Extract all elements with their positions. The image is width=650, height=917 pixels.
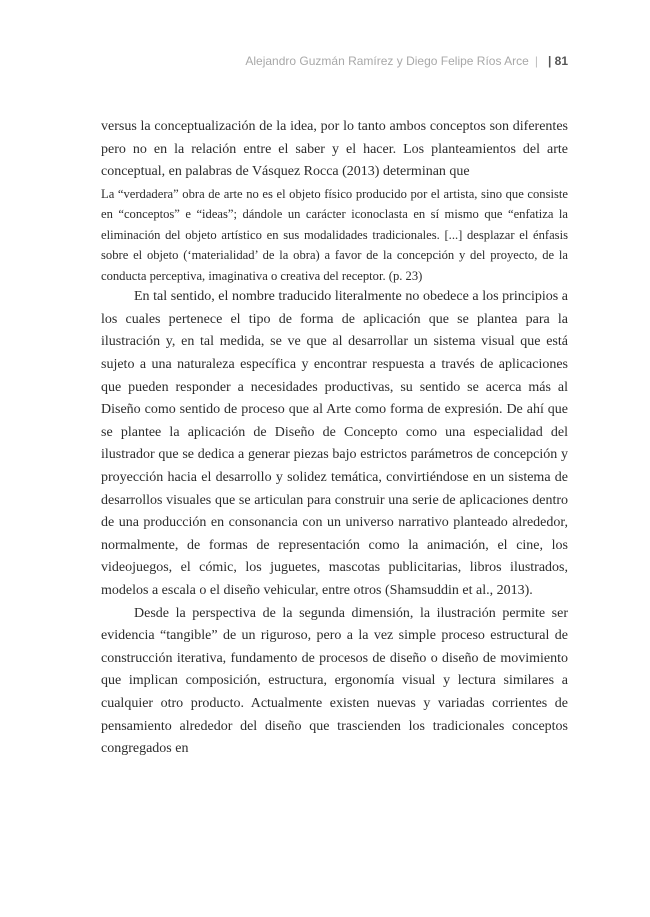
paragraph-1: versus la conceptualización de la idea, por lo tanto ambos conceptos son diferentes pero no en la relación entre el saber y el hacer. Los planteamientos del arte conceptual, en palabras de Vásquez Rocca (2013) determinan que — [101, 119, 568, 180]
block-quote: La “verdadera” obra de arte no es el objeto físico producido por el artista, sino que consiste en “conceptos” e “ideas”; dándole un carácter iconoclasta en sí mismo que “enfatiza la eliminación del objeto artístico en sus modalidades tradicionales. [...] desplazar el énfasis sobre el objeto (‘materialidad’ de la obra) a favor de la concepción y del proyecto, de la conducta perceptiva, imaginativa o creativa del receptor. (p. 23) — [101, 186, 568, 283]
header-authors: Alejandro Guzmán Ramírez y Diego Felipe Ríos Arce — [245, 54, 529, 68]
paragraph-2: En tal sentido, el nombre traducido literalmente no obedece a los principios a los cuales pertenece el tipo de forma de aplicación que se plantea para la ilustración y, en tal medida, se ve que al desarrollar un sistema visual que está sujeto a una naturaleza específica y encontrar respuesta a través de aplicaciones que pueden responder a necesidades productivas, su sentido se acerca más al Diseño como sentido de proceso que al Arte como forma de expresión. De ahí que se plantee la aplicación de Diseño de Concepto como una especialidad del ilustrador que se dedica a generar piezas bajo estrictos parámetros de concepción y proyección hacia el desarrollo y solidez temática, convirtiéndose en un sistema de desarrollos visuales que se articulan para construir una serie de aplicaciones dentro de una producción en consonancia con un universo narrativo planteado alrededor, normalmente, de formas de representación como la animación, el cine, los videojuegos, el cómic, los juguetes, mascotas publicitarias, libros ilustrados, modelos a escala o el diseño vehicular, entre otros (Shamsuddin et al., 2013). — [101, 289, 568, 598]
paragraph-3: Desde la perspectiva de la segunda dimensión, la ilustración permite ser evidencia “tangible” de un riguroso, pero a la vez simple proceso estructural de construcción iterativa, fundamento de procesos de diseño o diseño de movimiento que implican composición, estructura, ergonomía visual y lectura similares a cualquier otro producto. Actualmente existen nuevas y variadas corrientes de pensamiento alrededor del diseño que trascienden los tradicionales conceptos congregados en — [101, 605, 568, 757]
header-separator: | — [534, 54, 538, 68]
page-number: | 81 — [547, 54, 568, 68]
running-header — [245, 54, 568, 68]
page-body — [101, 116, 568, 761]
